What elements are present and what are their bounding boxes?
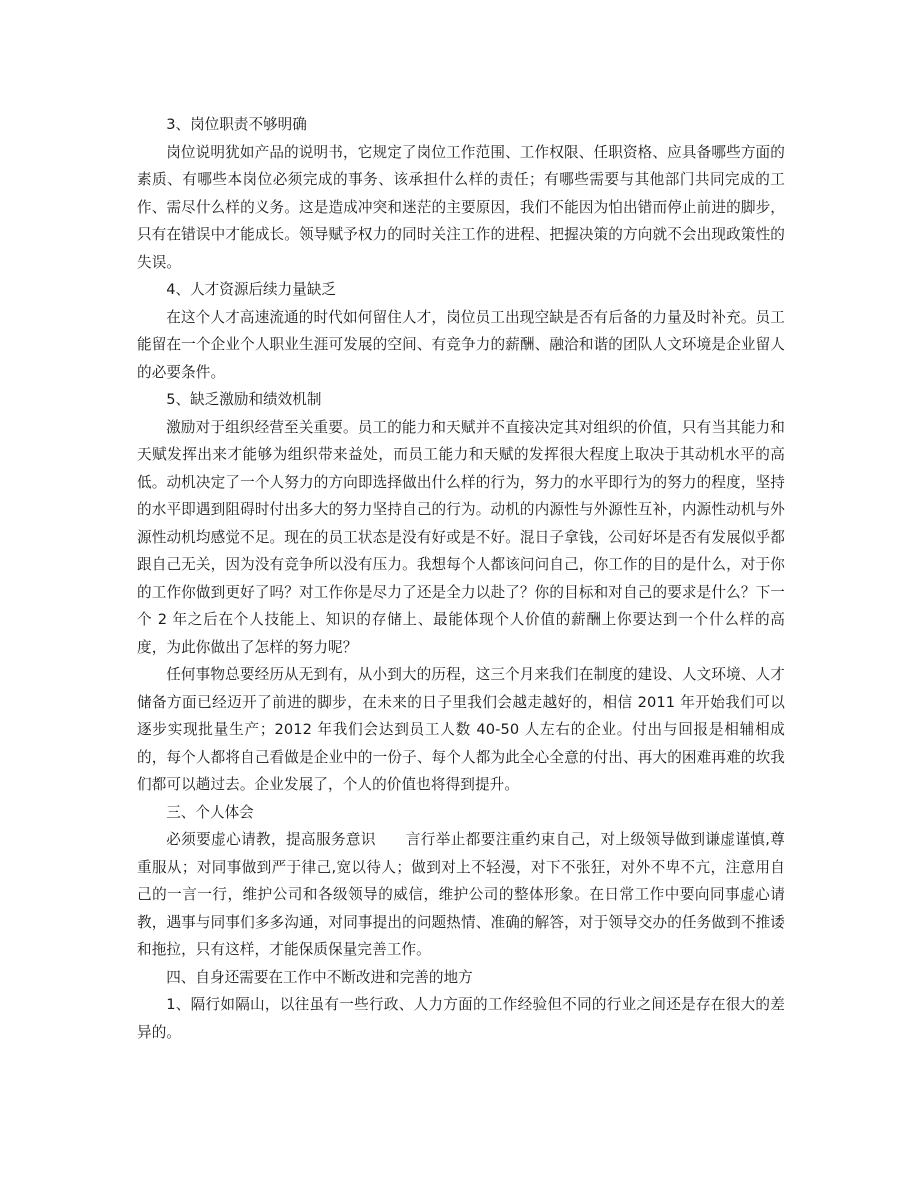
paragraph-talent-retention: 在这个人才高速流通的时代如何留住人才，岗位员工出现空缺是否有后备的力量及时补充。员工能留在一个企业个人职业生涯可发展的空间、有竞争力的薪酬、融洽和谐的团队人文环境是企业留人的必要条件。 — [137, 308, 785, 381]
document-body — [137, 111, 785, 1046]
paragraph-development: 任何事物总要经历从无到有，从小到大的历程，这三个月来我们在制度的建设、人文环境、人才储备方面已经迈开了前进的脚步，在未来的日子里我们会越走越好的，相信 2011 年开始我们可以逐步实现批量生产；2012 年我们会达到员工人数 40-50 人左右的企业。付出与回报是相辅相成的，每个人都将自己看做是企业中的一份子、每个人都为此全心全意的付出、再大的困难再难的坎我们都可以趟过去。企业发展了，个人的价值也将得到提升。 — [137, 666, 785, 793]
paragraph-humility-service: 必须要虚心请教，提高服务意识 言行举止都要注重约束自己，对上级领导做到谦虚谨慎,尊重服从；对同事做到严于律己,宽以待人；做到对上不轻漫，对下不张狂，对外不卑不亢，注意用自己的一言一行，维护公司和各级领导的威信，维护公司的整体形象。在日常工作中要向同事虚心请教，遇事与同事们多多沟通，对同事提出的问题热情、准确的解答，对于领导交办的任务做到不推诿和拖拉，只有这样，才能保质保量完善工作。 — [137, 831, 785, 958]
paragraph-industry-difference: 1、隔行如隔山，以往虽有一些行政、人力方面的工作经验但不同的行业之间还是存在很大的差异的。 — [137, 996, 785, 1041]
section-heading-talent-shortage: 4、人才资源后续力量缺乏 — [166, 281, 337, 298]
section-heading-personal-experience: 三、个人体会 — [166, 803, 254, 821]
paragraph-motivation: 激励对于组织经营至关重要。员工的能力和天赋并不直接决定其对组织的价值，只有当其能力和天赋发挥出来才能够为组织带来益处，而员工能力和天赋的发挥很大程度上取决于其动机水平的高低。动机决定了一个人努力的方向即选择做出什么样的行为，努力的水平即行为的努力的程度，坚持的水平即遇到阻碍时付出多大的努力坚持自己的行为。动机的内源性与外源性互补，内源性动机与外源性动机均感觉不足。现在的员工状态是没有好或是不好。混日子拿钱，公司好坏是否有发展似乎都跟自己无关，因为没有竞争所以没有压力。我想每个人都该问问自己，你工作的目的是什么，对于你的工作你做到更好了吗？对工作你是尽力了还是全力以赴了？你的目标和对自己的要求是什么？下一个 2 年之后在个人技能上、知识的存储上、最能体现个人价值的薪酬上你要达到一个什么样的高度，为此你做出了怎样的努力呢？ — [137, 418, 785, 656]
paragraph-job-description: 岗位说明犹如产品的说明书，它规定了岗位工作范围、工作权限、任职资格、应具备哪些方面的素质、有哪些本岗位必须完成的事务、该承担什么样的责任；有哪些需要与其他部门共同完成的工作、需尽什么样的义务。这是造成冲突和迷茫的主要原因，我们不能因为怕出错而停止前进的脚步，只有在错误中才能成长。领导赋予权力的同时关注工作的进程、把握决策的方向就不会出现政策性的失误。 — [137, 143, 785, 271]
section-heading-incentive: 5、缺乏激励和绩效机制 — [166, 391, 322, 408]
section-heading-job-duties: 3、岗位职责不够明确 — [166, 116, 307, 133]
section-heading-improvement: 四、自身还需要在工作中不断改进和完善的地方 — [166, 968, 473, 986]
